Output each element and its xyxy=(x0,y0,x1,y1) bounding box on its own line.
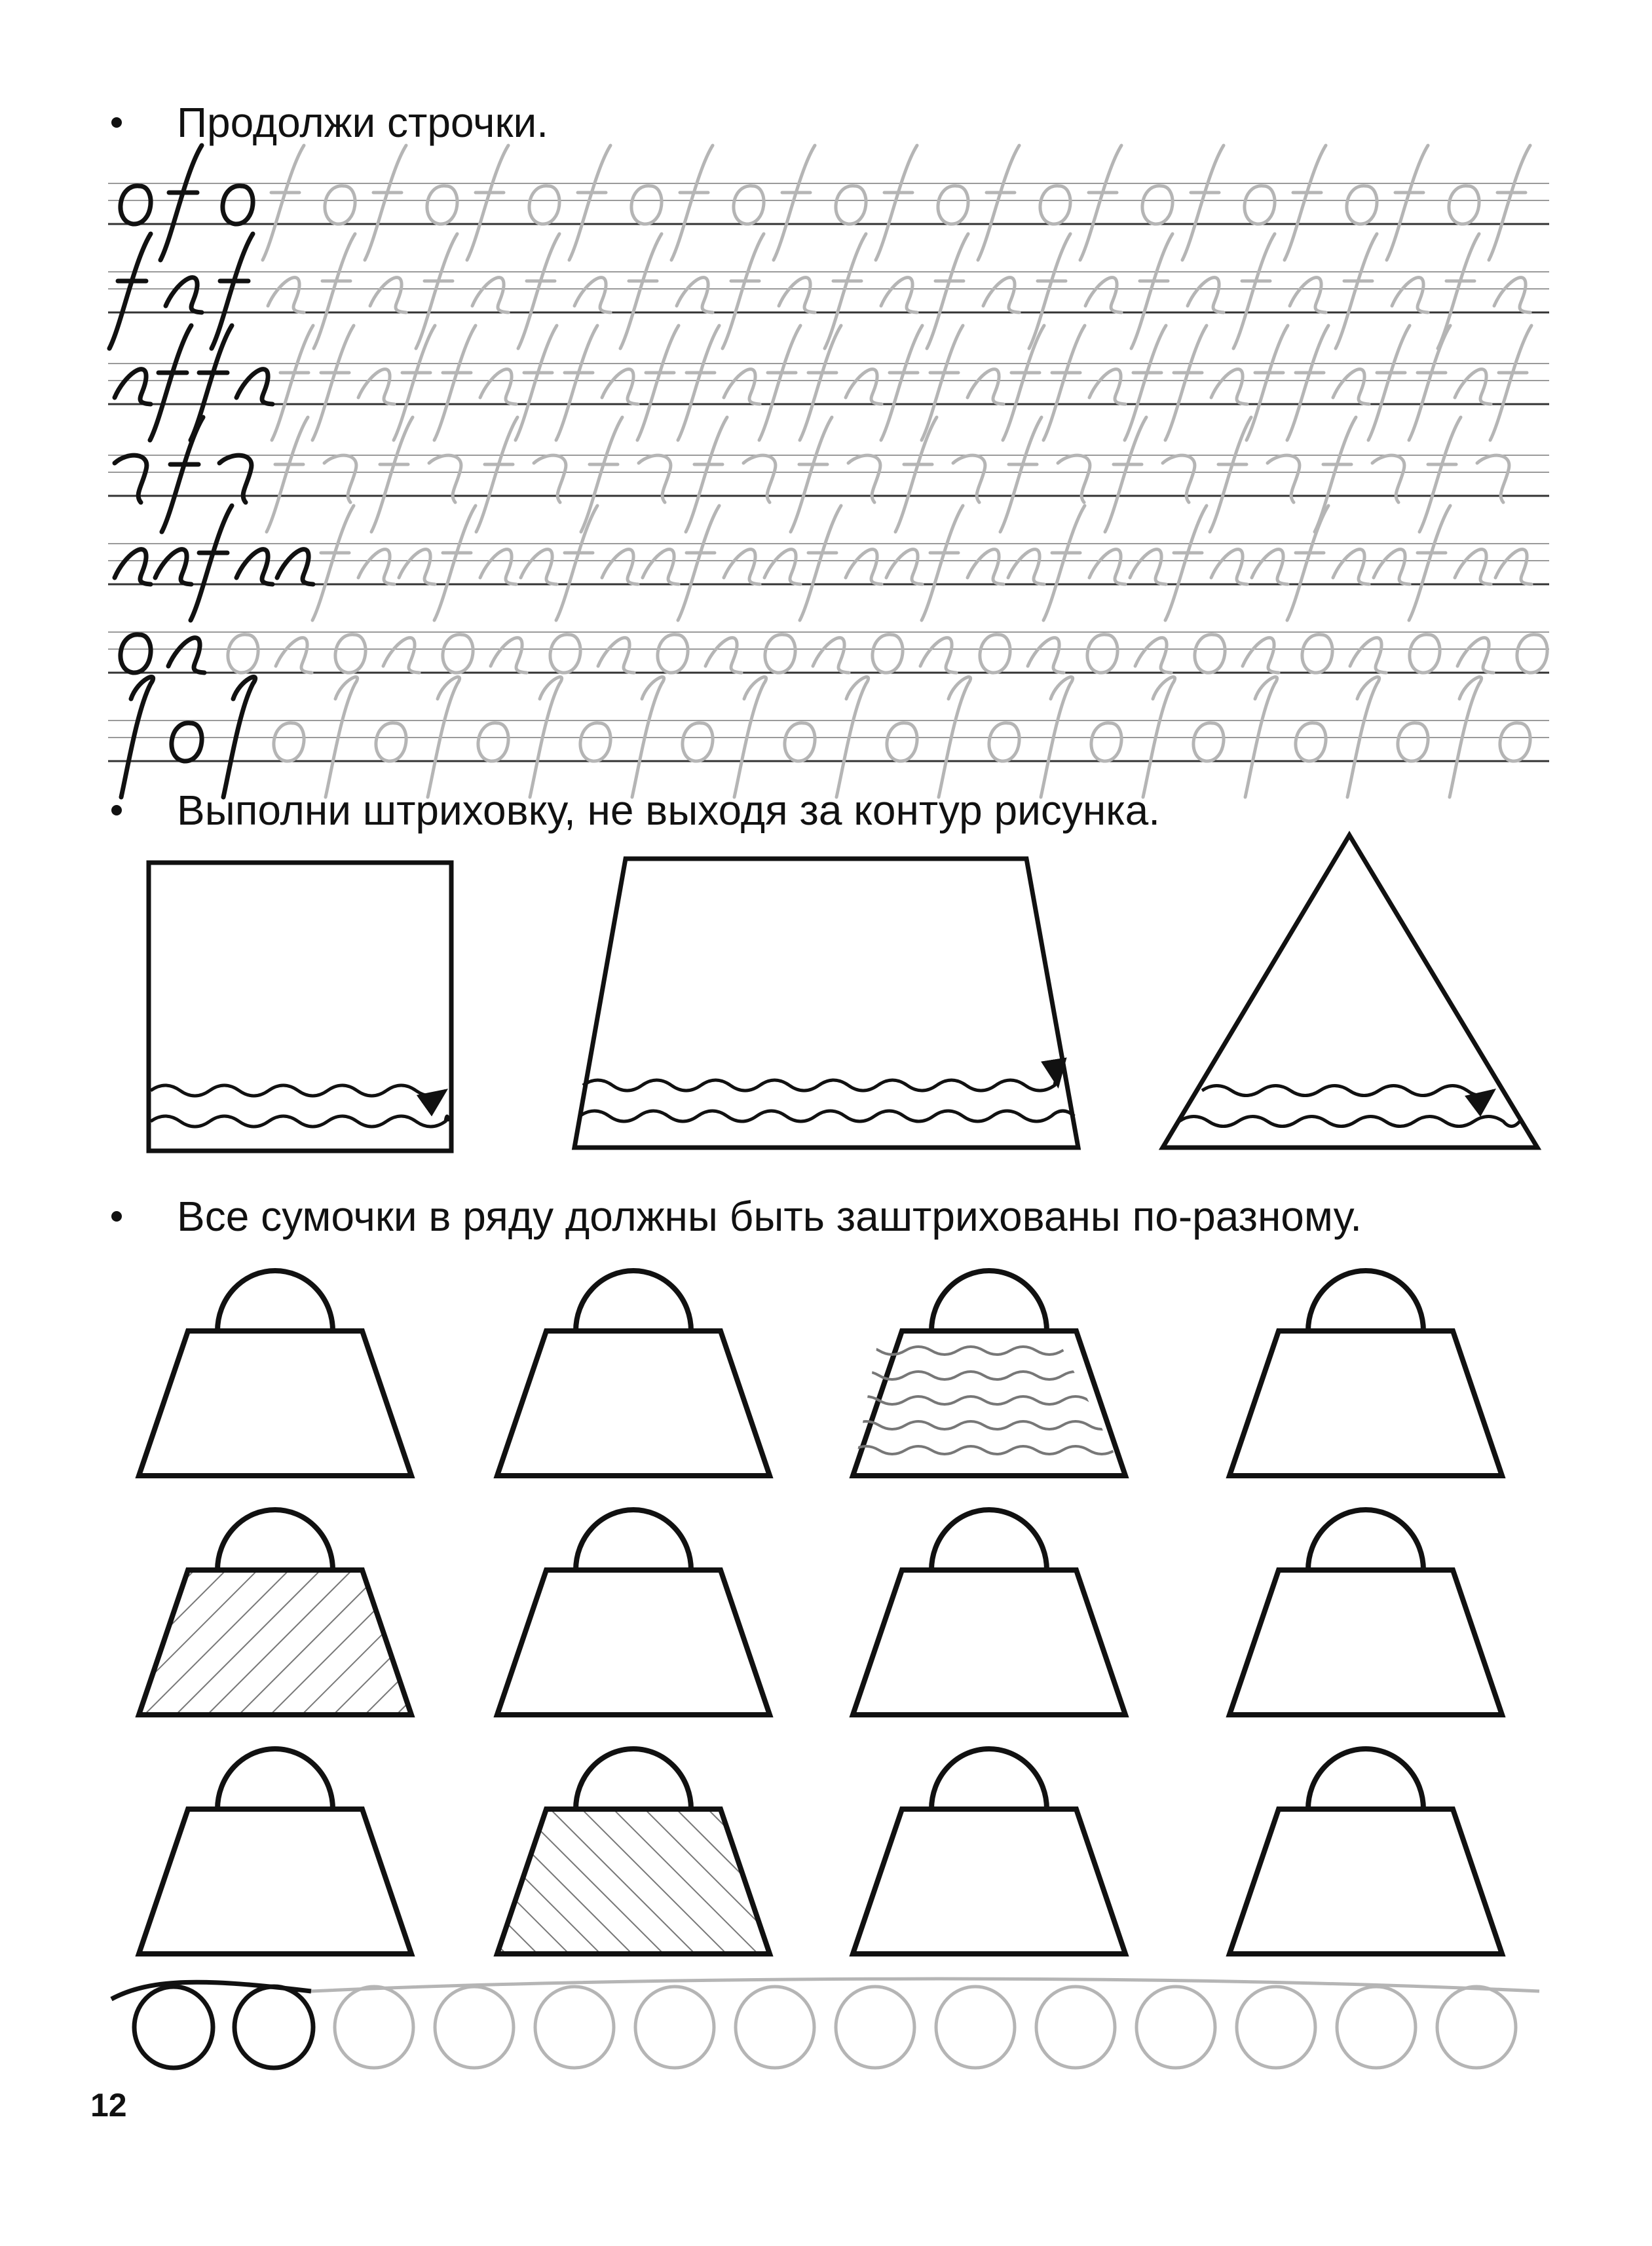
trace-letter xyxy=(927,234,968,348)
sample-letter xyxy=(115,369,151,404)
sample-loop xyxy=(235,1987,313,2068)
trace-letter xyxy=(1285,145,1326,260)
trace-letter xyxy=(765,635,795,673)
trace-letter xyxy=(1029,234,1070,348)
trace-letter xyxy=(1392,278,1428,312)
sample-letter xyxy=(109,234,151,348)
writing-row-4 xyxy=(108,417,1549,532)
trace-letter xyxy=(759,326,800,440)
sample-letter xyxy=(160,145,202,260)
sample-letter xyxy=(162,417,203,532)
task-1-text: Продолжи строчки. xyxy=(177,99,548,146)
trace-letter xyxy=(480,550,516,584)
trace-letter xyxy=(881,278,917,312)
trace-letter xyxy=(836,186,866,224)
writing-row-6 xyxy=(108,632,1549,673)
trace-letter xyxy=(1165,326,1207,440)
trace-letter xyxy=(312,506,354,620)
trace-letter xyxy=(276,638,312,673)
sample-letter xyxy=(236,550,272,584)
trace-letter xyxy=(683,723,713,761)
trace-letter xyxy=(1302,635,1332,673)
trace-loop xyxy=(635,1987,714,2068)
trace-letter xyxy=(705,638,742,673)
writing-row-7 xyxy=(108,677,1549,797)
trace-letter xyxy=(1193,723,1224,761)
trace-letter xyxy=(1008,550,1044,584)
trace-letter xyxy=(1495,550,1531,584)
arrow-icon xyxy=(151,1085,445,1096)
trace-letter xyxy=(1247,326,1288,440)
sample-letter xyxy=(277,550,313,584)
trace-loop xyxy=(1437,1987,1516,2068)
trace-letter xyxy=(886,550,922,584)
bag-icon xyxy=(497,1749,770,1954)
trace-letter xyxy=(427,186,457,224)
trace-letter xyxy=(1368,326,1410,440)
trace-letter xyxy=(846,369,882,404)
trace-letter xyxy=(825,234,866,348)
bag-icon xyxy=(1230,1510,1502,1715)
trace-loop xyxy=(736,1987,814,2068)
sample-letter xyxy=(191,506,232,620)
writing-lines xyxy=(108,145,1549,797)
trace-letter xyxy=(365,145,406,260)
trace-letter xyxy=(394,326,435,440)
trace-letter xyxy=(1287,326,1328,440)
trace-letter xyxy=(529,186,559,224)
trace-letter xyxy=(895,417,937,532)
trace-letter xyxy=(263,145,304,260)
trace-letter xyxy=(556,506,597,620)
trace-letter xyxy=(1350,638,1386,673)
trace-letter xyxy=(967,550,1004,584)
sample-loop xyxy=(134,1987,213,2068)
bag-icon xyxy=(853,1749,1125,1954)
sample-letter xyxy=(150,326,191,440)
sample-letter xyxy=(223,186,253,224)
trace-letter xyxy=(550,635,580,673)
trace-letter xyxy=(785,723,815,761)
trace-letter xyxy=(978,145,1019,260)
trace-loop xyxy=(1337,1987,1416,2068)
trace-letter xyxy=(1409,506,1450,620)
sample-letter xyxy=(166,278,202,312)
bag-icon xyxy=(139,1510,411,1715)
bag-icon xyxy=(853,1271,1125,1476)
loop-row xyxy=(111,1979,1539,2068)
trace-loop xyxy=(936,1987,1015,2068)
trace-letter xyxy=(1490,326,1531,440)
writing-row-1 xyxy=(108,145,1549,260)
task-2-text: Выполни штриховку, не выходя за контур рисунка. xyxy=(177,787,1160,834)
page-number: 12 xyxy=(90,2087,127,2124)
trace-letter xyxy=(1419,417,1461,532)
arrow-icon xyxy=(583,1080,1058,1091)
trace-letter xyxy=(272,326,313,440)
bag-icon xyxy=(1230,1749,1502,1954)
bag-icon xyxy=(1230,1271,1502,1476)
trace-loop xyxy=(836,1987,914,2068)
trace-letter xyxy=(938,186,968,224)
trace-letter xyxy=(723,234,764,348)
sample-letter xyxy=(212,234,253,348)
trace-letter xyxy=(643,550,679,584)
trace-letter xyxy=(1085,278,1121,312)
trace-letter xyxy=(580,723,610,761)
trace-letter xyxy=(1188,278,1224,312)
trace-letter xyxy=(358,369,394,404)
trace-letter xyxy=(569,145,610,260)
trace-letter xyxy=(1517,635,1547,673)
trace-letter xyxy=(873,635,903,673)
trace-letter xyxy=(443,635,473,673)
sample-letter xyxy=(191,326,232,440)
square-shape xyxy=(149,863,451,1151)
trace-letter xyxy=(881,326,922,440)
trace-letter xyxy=(920,638,956,673)
trace-letter xyxy=(1347,186,1377,224)
trace-letter xyxy=(1374,550,1410,584)
trace-letter xyxy=(1135,638,1171,673)
task-3-text: Все сумочки в ряду должны быть заштрихованы по-разному. xyxy=(177,1193,1362,1240)
trace-letter xyxy=(1211,550,1247,584)
trace-letter xyxy=(325,186,355,224)
trace-letter xyxy=(724,369,760,404)
trace-letter xyxy=(274,723,304,761)
trace-letter xyxy=(967,369,1004,404)
trace-letter xyxy=(1287,506,1328,620)
trace-letter xyxy=(1142,186,1173,224)
trace-letter xyxy=(922,506,963,620)
trace-letter xyxy=(1489,145,1530,260)
trace-letter xyxy=(734,186,764,224)
trace-letter xyxy=(1040,186,1070,224)
trace-letter xyxy=(1387,145,1428,260)
trace-loop xyxy=(435,1987,514,2068)
trace-letter xyxy=(1290,278,1326,312)
trace-letter xyxy=(1336,234,1377,348)
trace-letter xyxy=(521,550,557,584)
trace-letter xyxy=(813,638,849,673)
trace-letter xyxy=(1315,417,1356,532)
trace-letter xyxy=(416,234,457,348)
trace-letter xyxy=(1455,550,1491,584)
sample-letter xyxy=(115,550,151,584)
trace-letter xyxy=(1333,550,1369,584)
trace-letter xyxy=(620,234,662,348)
trace-letter xyxy=(556,326,597,440)
bag-icon xyxy=(853,1510,1125,1715)
sample-letter xyxy=(172,723,202,761)
trace-letter xyxy=(764,550,800,584)
trace-letter xyxy=(980,635,1010,673)
sample-letter xyxy=(236,369,272,404)
trace-letter xyxy=(774,145,815,260)
trace-letter xyxy=(989,723,1019,761)
trace-loop xyxy=(1036,1987,1115,2068)
trace-letter xyxy=(846,550,882,584)
hatching-shapes xyxy=(149,835,1537,1151)
bag-icon xyxy=(139,1749,411,1954)
sample-letter xyxy=(155,550,191,584)
trace-letter xyxy=(1028,638,1064,673)
trace-letter xyxy=(574,278,610,312)
trace-letter xyxy=(434,326,476,440)
trace-letter xyxy=(1500,723,1530,761)
trace-letter xyxy=(1494,278,1530,312)
writing-row-2 xyxy=(108,234,1549,348)
trace-letter xyxy=(476,417,517,532)
trace-letter xyxy=(1398,723,1428,761)
bag-icon xyxy=(139,1271,411,1476)
trace-letter xyxy=(472,278,508,312)
trace-loop xyxy=(1136,1987,1215,2068)
trace-letter xyxy=(800,506,841,620)
trace-letter xyxy=(983,278,1019,312)
trace-letter xyxy=(1125,326,1166,440)
trace-letter xyxy=(602,550,638,584)
triangle-shape xyxy=(1163,835,1537,1148)
bag-icon xyxy=(497,1271,770,1476)
trace-letter xyxy=(598,638,634,673)
trace-letter xyxy=(671,145,713,260)
trace-letter xyxy=(1438,234,1479,348)
trace-letter xyxy=(399,550,435,584)
trace-letter xyxy=(876,145,917,260)
trace-letter xyxy=(800,326,841,440)
trace-letter xyxy=(1091,723,1121,761)
trace-letter xyxy=(491,638,527,673)
trapezoid-shape xyxy=(574,859,1078,1148)
writing-row-5 xyxy=(108,506,1549,620)
sample-letter xyxy=(168,638,204,673)
trace-letter xyxy=(1087,635,1117,673)
bag-icon xyxy=(497,1510,770,1715)
trace-letter xyxy=(1252,550,1288,584)
trace-letter xyxy=(312,326,354,440)
trace-letter xyxy=(268,278,304,312)
trace-letter xyxy=(383,638,419,673)
trace-letter xyxy=(724,550,760,584)
trace-letter xyxy=(686,417,727,532)
trace-loop xyxy=(1237,1987,1315,2068)
trace-letter xyxy=(1131,234,1173,348)
trace-letter xyxy=(376,723,406,761)
trace-letter xyxy=(228,635,258,673)
trace-letter xyxy=(1210,417,1251,532)
trace-letter xyxy=(1195,635,1225,673)
trace-letter xyxy=(1130,550,1166,584)
trace-letter xyxy=(637,326,679,440)
trace-letter xyxy=(1165,506,1207,620)
trace-letter xyxy=(1333,369,1369,404)
trace-letter xyxy=(1089,369,1125,404)
trace-letter xyxy=(1043,506,1085,620)
sample-letter xyxy=(121,186,151,224)
sample-letter xyxy=(121,635,151,673)
trace-letter xyxy=(371,417,413,532)
trace-letter xyxy=(602,369,638,404)
trace-letter xyxy=(480,369,516,404)
trace-letter xyxy=(358,550,394,584)
trace-letter xyxy=(1409,326,1450,440)
trace-letter xyxy=(335,635,366,673)
trace-letter xyxy=(1211,369,1247,404)
trace-letter xyxy=(658,635,688,673)
arrow-icon xyxy=(1202,1086,1493,1096)
trace-letter xyxy=(631,186,662,224)
trace-letter xyxy=(478,723,508,761)
trace-letter xyxy=(1245,186,1275,224)
trace-letter xyxy=(1457,638,1493,673)
trace-letter xyxy=(678,326,719,440)
trace-letter xyxy=(1089,550,1125,584)
trace-letter xyxy=(1296,723,1326,761)
trace-letter xyxy=(677,278,713,312)
trace-letter xyxy=(791,417,832,532)
trace-letter xyxy=(779,278,815,312)
trace-letter xyxy=(434,506,476,620)
trace-letter xyxy=(1455,369,1491,404)
trace-letter xyxy=(1449,186,1479,224)
trace-loop xyxy=(535,1987,614,2068)
trace-letter xyxy=(467,145,508,260)
trace-letter xyxy=(370,278,406,312)
trace-letter xyxy=(1410,635,1440,673)
trace-letter xyxy=(678,506,719,620)
trace-letter xyxy=(1182,145,1224,260)
bag-grid xyxy=(139,1271,1502,1954)
trace-letter xyxy=(1243,638,1279,673)
trace-letter xyxy=(581,417,622,532)
trace-loop xyxy=(335,1987,413,2068)
trace-letter xyxy=(1043,326,1085,440)
trace-letter xyxy=(1233,234,1275,348)
trace-letter xyxy=(1080,145,1121,260)
trace-letter xyxy=(887,723,917,761)
